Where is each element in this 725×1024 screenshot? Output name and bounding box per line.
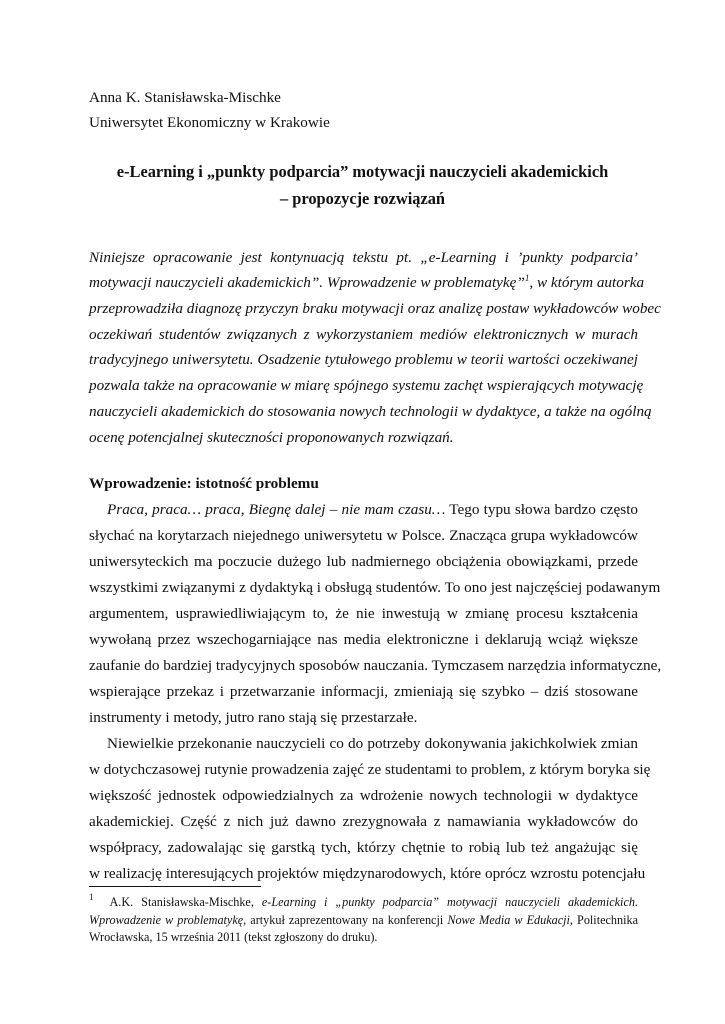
quote-text: Praca, praca… praca — [107, 501, 241, 518]
footnote-title: Wprowadzenie w problematykę — [89, 913, 244, 927]
abstract-text: motywacji nauczycieli akademickich”. Wprowadzenie w problematykę” — [89, 274, 525, 291]
paragraph-line: wszystkimi związanymi z dydaktyką i obsługą studentów. To ono jest najczęściej podawanym — [89, 579, 661, 596]
footnote-text: , Politechnika — [569, 913, 638, 927]
author-name: Anna K. Stanisławska-Mischke — [89, 89, 281, 106]
abstract-line — [89, 273, 645, 291]
paragraph-line: współpracy, zadowalając się garstką tych, którzy chętnie to robią lub też angażując się — [89, 839, 638, 856]
footnote-line — [89, 892, 638, 909]
abstract-line: ocenę potencjalnej skuteczności proponowanych rozwiązań. — [89, 429, 454, 446]
paragraph-line: większość jednostek odpowiedzialnych za wdrożenie nowych technologii w dydaktyce — [89, 787, 638, 804]
paper-title-line-1: e-Learning i „punkty podparcia” motywacji nauczycieli akademickich — [116, 162, 609, 181]
paragraph-line: słychać na korytarzach niejednego uniwersytetu w Polsce. Znacząca grupa wykładowców — [89, 527, 638, 544]
paragraph-line: wspierające przekaz i przetwarzanie informacji, zmieniają się szybko – dziś stosowane — [89, 683, 638, 700]
footnote-separator — [89, 886, 261, 887]
abstract-line: Niniejsze opracowanie jest kontynuacją tekstu pt. „e-Learning i ’punkty podparcia’ — [89, 249, 638, 266]
footnote-line: Wrocławska, 15 września 2011 (tekst zgłoszony do druku). — [89, 930, 378, 944]
section-heading: Wprowadzenie: istotność problemu — [89, 475, 319, 492]
abstract-line: tradycyjnego uniwersytetu. Osadzenie tytułowego problemu w teorii wartości oczekiwanej — [89, 351, 638, 368]
paragraph-line: wywołaną przez wszechogarniające nas media elektroniczne i deklarują wciąż większe — [89, 631, 638, 648]
body-text: Tego typu słowa bardzo często — [445, 501, 639, 518]
paragraph-line — [107, 502, 638, 517]
abstract-line: oczekiwań studentów związanych z wykorzystaniem mediów elektronicznych w murach — [89, 326, 638, 343]
abstract-line: pozwala także na opracowanie w miarę spójnego systemu zachęt wspierających motywację — [89, 377, 644, 394]
paragraph-line: w realizację interesujących projektów międzynarodowych, które oprócz wzrostu potencjału — [89, 865, 646, 882]
body-text: , — [240, 501, 249, 518]
footnote-title: e-Learning i „punkty podparcia” motywacji nauczycieli akademickich. — [261, 895, 638, 909]
footnote-mark: 1 — [89, 892, 94, 902]
footnote-text: , artykuł zaprezentowany na konferencji — [243, 913, 448, 927]
abstract-line: nauczycieli akademickich do stosowania nowych technologii w dydaktyce, a także na ogólną — [89, 403, 652, 420]
author-affiliation: Uniwersytet Ekonomiczny w Krakowie — [89, 114, 330, 131]
paragraph-line: uniwersyteckich ma poczucie dużego lub nadmiernego obciążenia obowiązkami, przede — [89, 553, 638, 570]
paper-title-line-2: – propozycje rozwiązań — [279, 189, 446, 208]
footnote-line — [89, 914, 638, 926]
quote-text: Biegnę dalej – nie mam czasu… — [248, 501, 446, 518]
abstract-text: , w którym autorka — [529, 274, 645, 291]
paragraph-line: Niewielkie przekonanie nauczycieli co do potrzeby dokonywania jakichkolwiek zmian — [107, 735, 638, 752]
footnote-text: A.K. Stanisławska-Mischke, — [109, 895, 262, 909]
paragraph-line: argumentem, usprawiedliwiającym to, że nie inwestują w zmianę procesu kształcenia — [89, 605, 638, 622]
paragraph-line: zaufanie do bardziej tradycyjnych sposobów nauczania. Tymczasem narzędzia informatyczne, — [89, 657, 662, 674]
conference-name: Nowe Media w Edukacji — [447, 913, 570, 927]
abstract-line: przeprowadziła diagnozę przyczyn braku motywacji oraz analizę postaw wykładowców wobec — [89, 300, 661, 317]
footnote-reference: 1 — [524, 273, 530, 283]
paragraph-line: akademickiej. Część z nich już dawno zrezygnowała z namawiania wykładowców do — [89, 813, 638, 830]
paragraph-line: instrumenty i metody, jutro rano stają się przestarzałe. — [89, 709, 418, 726]
paragraph-line: w dotychczasowej rutynie prowadzenia zajęć ze studentami to problem, z którym boryka się — [89, 761, 651, 778]
